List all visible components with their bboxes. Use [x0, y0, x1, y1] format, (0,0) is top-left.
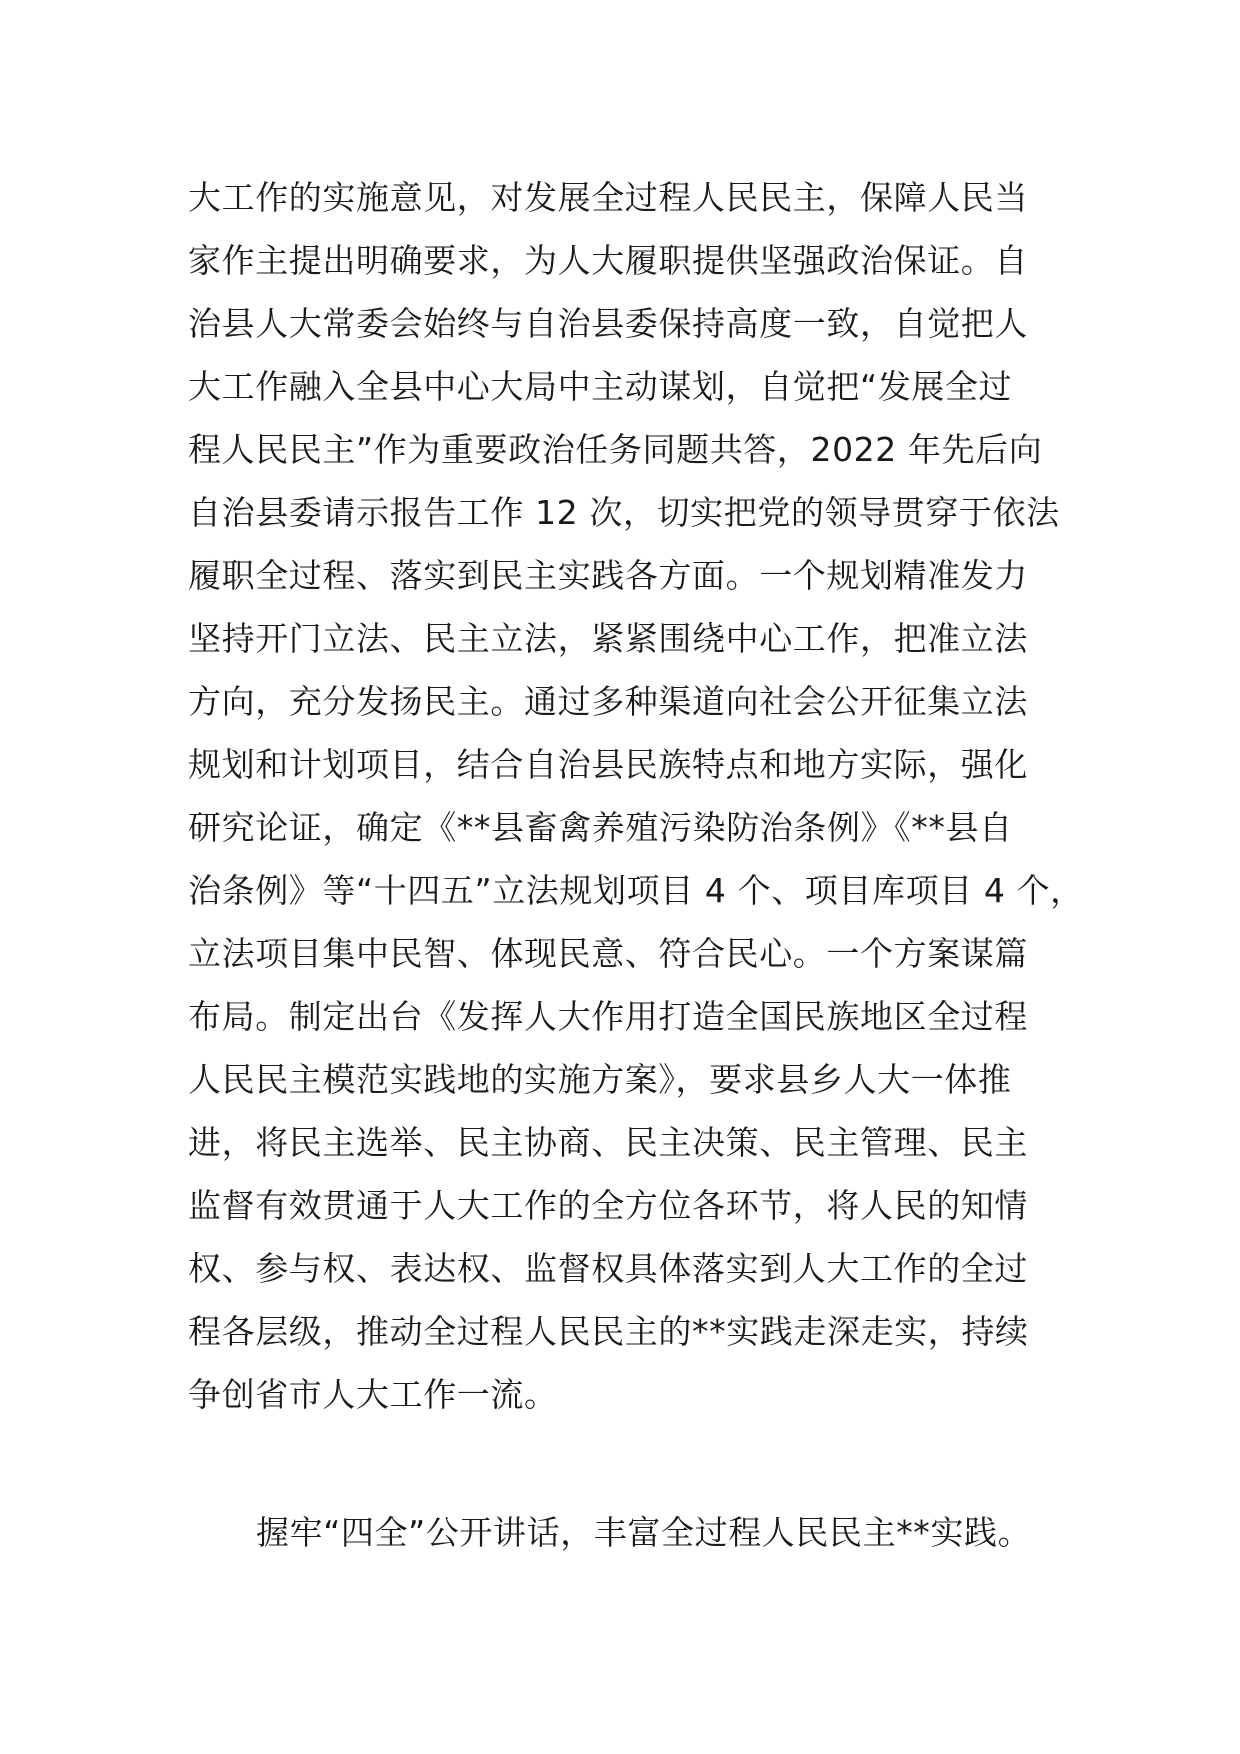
text-line: 争创省市人大工作一流。	[188, 1375, 558, 1414]
text-line: 权、参与权、表达权、监督权具体落实到人大工作的全过	[188, 1249, 1028, 1288]
text-line: 治县人大常委会始终与自治县委保持高度一致，自觉把人	[188, 304, 1028, 343]
body-paragraph	[188, 166, 1084, 1426]
text-line: 自治县委请示报告工作 12 次，切实把党的领导贯穿于依法	[188, 493, 1060, 532]
text-line: 程人民民主”作为重要政治任务同题共答，2022 年先后向	[188, 430, 1043, 469]
text-line: 家作主提出明确要求，为人大履职提供坚强政治保证。自	[188, 241, 1028, 280]
text-line: 履职全过程、落实到民主实践各方面。一个规划精准发力	[188, 556, 1028, 595]
text-line: 进，将民主选举、民主协商、民主决策、民主管理、民主	[188, 1123, 1028, 1162]
text-line: 监督有效贯通于人大工作的全方位各环节，将人民的知情	[188, 1186, 1028, 1225]
text-line: 程各层级，推动全过程人民民主的**实践走深走实，持续	[188, 1312, 1029, 1351]
text-line: 规划和计划项目，结合自治县民族特点和地方实际，强化	[188, 745, 1028, 784]
text-line: 治条例》等“十四五”立法规划项目 4 个、项目库项目 4 个，	[188, 871, 1084, 910]
text-line: 立法项目集中民智、体现民意、符合民心。一个方案谋篇	[188, 934, 1028, 973]
text-line: 大工作融入全县中心大局中主动谋划，自觉把“发展全过	[188, 367, 1013, 406]
section-heading-paragraph	[188, 1501, 1068, 1564]
text-line: 方向，充分发扬民主。通过多种渠道向社会公开征集立法	[188, 682, 1028, 721]
text-line: 坚持开门立法、民主立法，紧紧围绕中心工作，把准立法	[188, 619, 1028, 658]
text-line: 握牢“四全”公开讲话，丰富全过程人民民主**实践。	[256, 1513, 1032, 1552]
text-line: 研究论证，确定《**县畜禽养殖污染防治条例》《**县自	[188, 808, 1013, 847]
text-line: 布局。制定出台《发挥人大作用打造全国民族地区全过程	[188, 997, 1028, 1036]
text-line: 人民民主模范实践地的实施方案》，要求县乡人大一体推	[188, 1060, 1012, 1099]
text-line: 大工作的实施意见，对发展全过程人民民主，保障人民当	[188, 178, 1028, 217]
